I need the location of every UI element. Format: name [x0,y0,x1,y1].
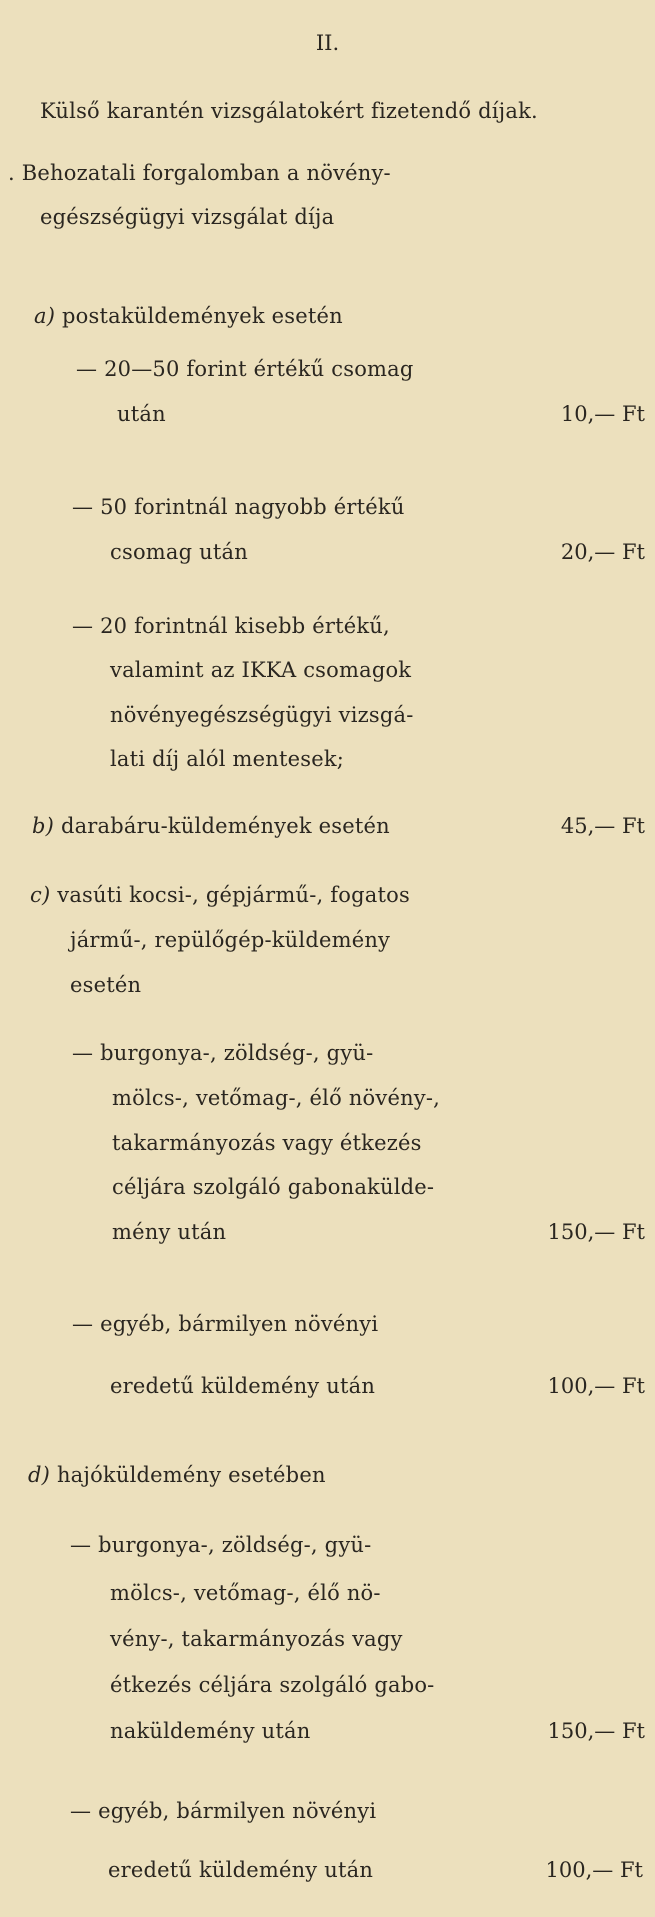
a-exempt-line3: növényegészségügyi vizsgá- [110,703,414,727]
d-item2-line2: eredetű küldemény után [108,1858,374,1882]
section-c-line3: esetén [70,973,142,997]
a-item1-line2: után [117,402,166,426]
section-d-letter: d) [28,1463,51,1487]
d-item1-line1: — burgonya-, zöldség-, gyü- [70,1533,372,1557]
section-c-heading [30,882,410,908]
c-item1-line3: takarmányozás vagy étkezés [112,1131,422,1155]
c-item1-line1: — burgonya-, zöldség-, gyü- [72,1041,374,1065]
intro-line-1: . Behozatali forgalomban a növény- [8,161,391,185]
d-item1-line4: étkezés céljára szolgáló gabo- [110,1673,435,1697]
d-item1-line5: naküldemény után [110,1719,311,1743]
section-d-heading [28,1462,326,1488]
d-item1-line3: vény-, takarmányozás vagy [110,1627,403,1651]
section-b-label: darabáru-küldemények esetén [60,814,390,838]
page-title: Külső karantén vizsgálatokért fizetendő díjak. [40,99,538,123]
section-b-letter: b) [32,814,55,838]
section-c-line1: vasúti kocsi-, gépjármű-, fogatos [57,883,410,907]
c-item1-line5: mény után [112,1220,227,1244]
c-item2-line2: eredetű küldemény után [110,1374,376,1398]
d-item2-line1: — egyéb, bármilyen növényi [70,1799,377,1823]
section-a-label: postaküldemények esetén [62,304,343,328]
a-item2-fee: 20,— Ft [560,540,645,564]
d-item1-line2: mölcs-, vetőmag-, élő nö- [110,1581,381,1605]
b-fee: 45,— Ft [560,814,645,838]
d-item2-fee: 100,— Ft [545,1858,643,1882]
a-item2-line2: csomag után [110,540,248,564]
c-item1-line2: mölcs-, vetőmag-, élő növény-, [112,1086,441,1110]
a-exempt-line2: valamint az IKKA csomagok [110,658,412,682]
a-item2-line1: — 50 forintnál nagyobb értékű [72,495,405,519]
section-heading: II. [315,31,340,55]
c-item1-fee: 150,— Ft [547,1220,645,1244]
d-item1-fee: 150,— Ft [547,1719,645,1743]
section-a-heading [34,303,343,329]
c-item2-fee: 100,— Ft [547,1374,645,1398]
section-d-label: hajóküldemény esetében [56,1463,326,1487]
section-c-line2: jármű-, repülőgép-küldemény [70,928,391,952]
a-item1-line1: — 20—50 forint értékű csomag [76,357,414,381]
a-item1-fee: 10,— Ft [560,402,645,426]
section-b-heading [32,813,390,839]
intro-line-2: egészségügyi vizsgálat díja [40,205,335,229]
a-exempt-line4: lati díj alól mentesek; [110,747,345,771]
section-a-letter: a) [34,304,56,328]
a-exempt-line1: — 20 forintnál kisebb értékű, [72,614,390,638]
section-c-letter: c) [30,883,51,907]
c-item2-line1: — egyéb, bármilyen növényi [72,1312,379,1336]
c-item1-line4: céljára szolgáló gabonaküldе- [112,1175,435,1199]
